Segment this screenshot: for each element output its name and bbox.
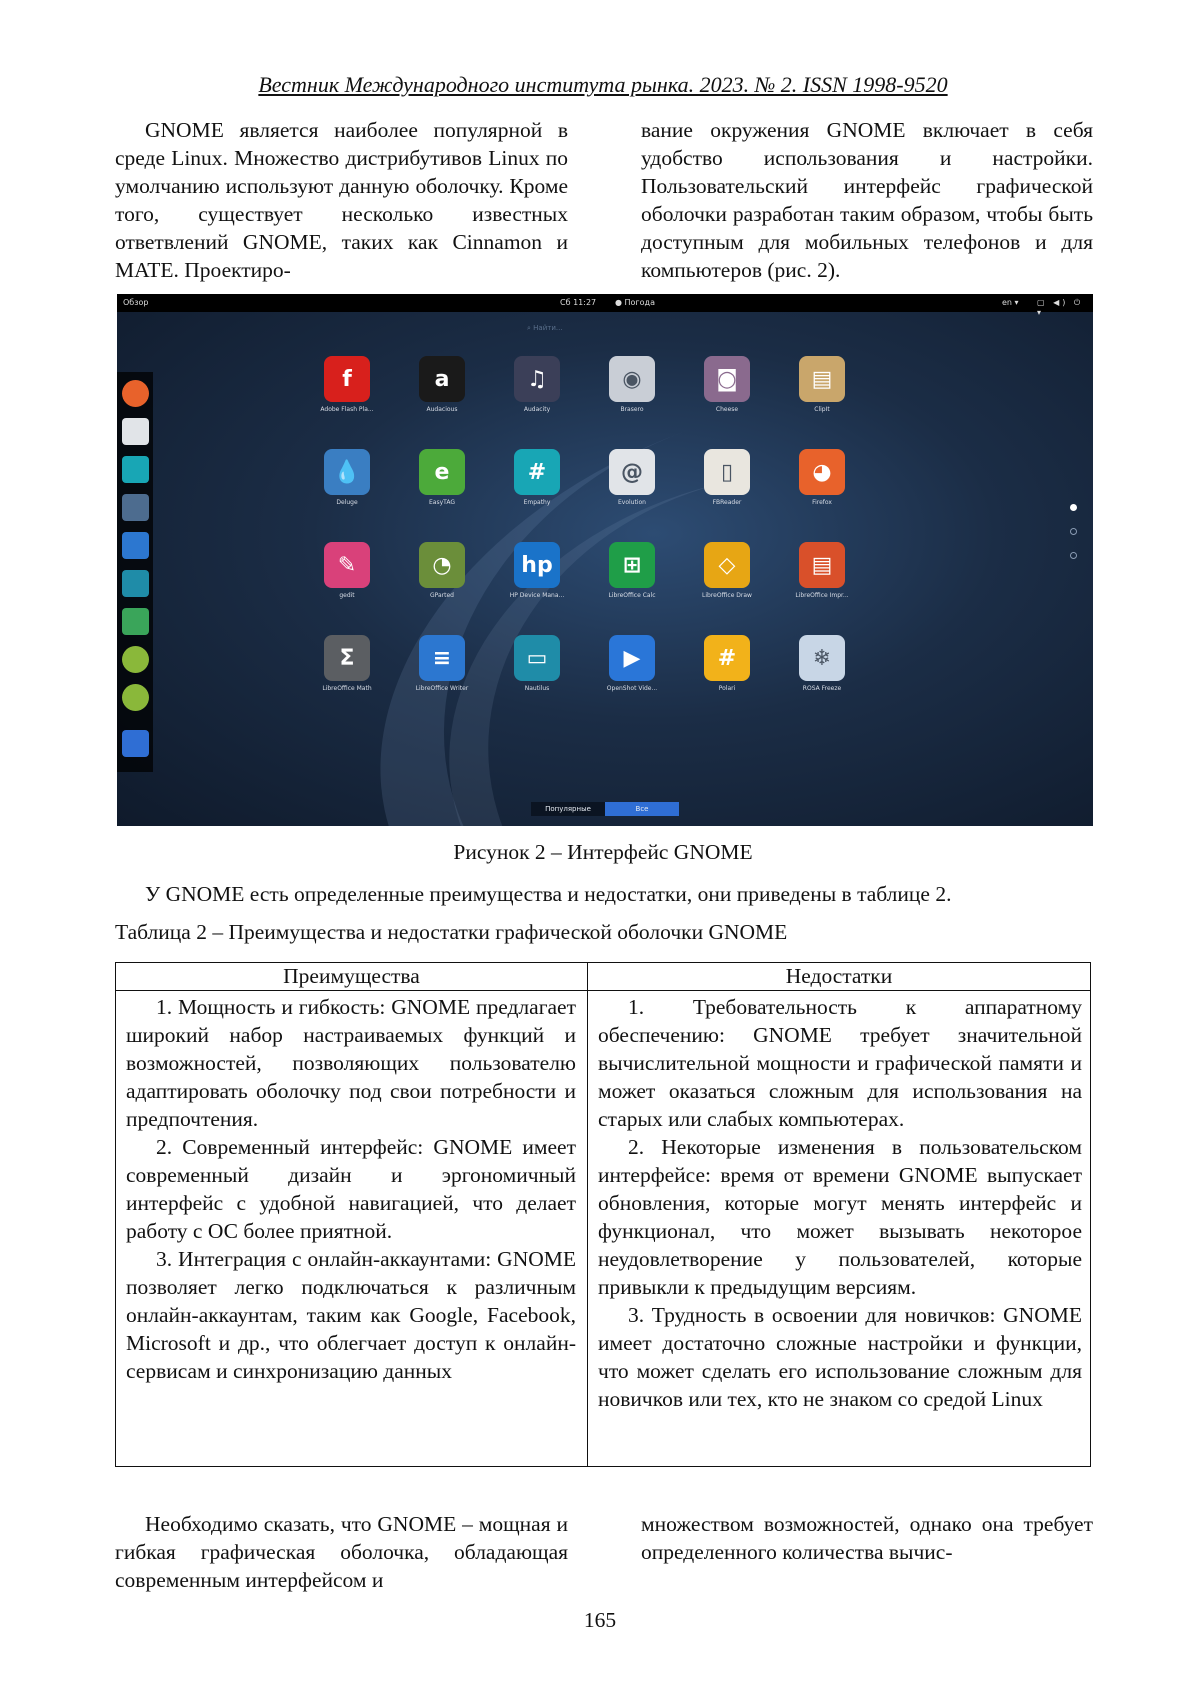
app-label: LibreOffice Math bbox=[322, 685, 372, 692]
app-launcher[interactable] bbox=[772, 542, 872, 599]
openshot-icon: ▶ bbox=[609, 635, 655, 681]
table-caption: Таблица 2 – Преимущества и недостатки графической оболочки GNOME bbox=[115, 920, 788, 944]
conclusion-paragraph: Необходимо сказать, что GNOME – мощная и гибкая графическая оболочка, обладающая современным интерфейсом и bbox=[115, 1512, 568, 1592]
app-launcher[interactable] bbox=[677, 542, 777, 599]
app-launcher[interactable] bbox=[297, 356, 397, 413]
app-launcher[interactable] bbox=[582, 356, 682, 413]
app-label: Evolution bbox=[618, 499, 646, 506]
app-label: Brasero bbox=[620, 406, 644, 413]
app-launcher[interactable] bbox=[582, 449, 682, 506]
nautilus-icon: ▭ bbox=[514, 635, 560, 681]
app-launcher[interactable] bbox=[677, 635, 777, 692]
app-label: ROSA Freeze bbox=[802, 685, 842, 692]
page-indicator-dot[interactable] bbox=[1070, 552, 1077, 559]
nautilus-icon[interactable] bbox=[122, 570, 149, 597]
system-status-menu[interactable]: ▢ ◀) ⏻ ▾ bbox=[1037, 298, 1084, 317]
evolution-icon[interactable] bbox=[122, 418, 149, 445]
clipit-icon: ▤ bbox=[799, 356, 845, 402]
app-launcher[interactable] bbox=[392, 635, 492, 692]
table-list-item: 1. Мощность и гибкость: GNOME предлагает широкий набор настраиваемых функций и возможностей, позволяющих пользователю адаптировать оболочку под свои потребности и предпочтения. bbox=[126, 995, 576, 1131]
rosa-os-icon[interactable] bbox=[122, 684, 149, 711]
app-launcher[interactable] bbox=[392, 356, 492, 413]
app-launcher[interactable] bbox=[487, 449, 587, 506]
app-launcher[interactable] bbox=[582, 542, 682, 599]
app-label: gedit bbox=[339, 592, 355, 599]
conclusion-paragraph-continued: множеством возможностей, однако она требует определенного количества вычис- bbox=[641, 1512, 1093, 1564]
app-launcher[interactable] bbox=[677, 356, 777, 413]
column-header-disadvantages: Недостатки bbox=[785, 964, 893, 988]
page-indicator-dot[interactable] bbox=[1070, 528, 1077, 535]
advantages-table bbox=[115, 962, 1091, 1467]
libreoffice-impress-icon: ▤ bbox=[799, 542, 845, 588]
app-launcher[interactable] bbox=[392, 542, 492, 599]
easytag-icon: e bbox=[419, 449, 465, 495]
table-list-item: 1. Требовательность к аппаратному обеспечению: GNOME требует значительной вычислительной мощности и графической памяти и может оказаться сложным для использования на старых или слабых компьютерах. bbox=[598, 995, 1082, 1131]
app-label: LibreOffice Draw bbox=[702, 592, 752, 599]
app-label: ClipIt bbox=[814, 406, 830, 413]
clock[interactable]: Сб 11:27 bbox=[560, 298, 597, 307]
software-center-icon[interactable] bbox=[122, 608, 149, 635]
column-header-advantages: Преимущества bbox=[283, 964, 420, 988]
intro-text-left bbox=[115, 116, 568, 284]
fbreader-icon: ▯ bbox=[704, 449, 750, 495]
app-launcher[interactable] bbox=[487, 635, 587, 692]
libreoffice-draw-icon: ◇ bbox=[704, 542, 750, 588]
weather-indicator[interactable]: ● Погода bbox=[615, 298, 655, 307]
app-label: LibreOffice Writer bbox=[415, 685, 469, 692]
app-launcher[interactable] bbox=[772, 356, 872, 413]
rosa-os-icon[interactable] bbox=[122, 646, 149, 673]
app-label: Audacity bbox=[523, 406, 551, 413]
table-header-row bbox=[116, 963, 1090, 991]
column-divider bbox=[587, 963, 588, 1466]
image-viewer-icon[interactable] bbox=[122, 494, 149, 521]
disadvantages-cell bbox=[598, 993, 1082, 1413]
firefox-icon[interactable] bbox=[122, 380, 149, 407]
table-list-item: 3. Трудность в освоении для новичков: GNOME имеет достаточно сложные настройки и функции, что может сделать его использование сложным для новичков или тех, кто не знаком со средой Linux bbox=[598, 1303, 1082, 1411]
intro-paragraph: GNOME является наиболее популярной в среде Linux. Множество дистрибутивов Linux по умолчанию используют данную оболочку. Кроме того, существует несколько известных ответвлений GNOME, таких как Cinnamon и MATE. Проектиро- bbox=[115, 118, 568, 282]
app-label: Deluge bbox=[336, 499, 358, 506]
show-applications-icon[interactable] bbox=[122, 730, 149, 757]
page-number: 165 bbox=[583, 1608, 617, 1632]
tab-popular[interactable]: Популярные bbox=[531, 802, 605, 816]
libreoffice-math-icon: Σ bbox=[324, 635, 370, 681]
app-launcher[interactable] bbox=[487, 542, 587, 599]
activities-button[interactable]: Обзор bbox=[123, 298, 149, 307]
tab-all[interactable]: Все bbox=[605, 802, 679, 816]
evolution-icon: @ bbox=[609, 449, 655, 495]
audacity-icon: ♫ bbox=[514, 356, 560, 402]
gparted-icon: ◔ bbox=[419, 542, 465, 588]
app-launcher[interactable] bbox=[297, 449, 397, 506]
search-field[interactable]: ⌕ Найти... bbox=[527, 324, 563, 332]
libreoffice-calc-icon: ⊞ bbox=[609, 542, 655, 588]
app-launcher[interactable] bbox=[487, 356, 587, 413]
intro-text-right bbox=[641, 116, 1093, 284]
app-label: LibreOffice Calc bbox=[608, 592, 656, 599]
running-head: Вестник Международного института рынка. 2023. № 2. ISSN 1998-9520 bbox=[258, 72, 948, 97]
app-label: Adobe Flash Pla... bbox=[320, 406, 374, 413]
firefox-icon: ◕ bbox=[799, 449, 845, 495]
app-launcher[interactable] bbox=[772, 635, 872, 692]
app-launcher[interactable] bbox=[677, 449, 777, 506]
app-launcher[interactable] bbox=[297, 635, 397, 692]
empathy-icon[interactable] bbox=[122, 456, 149, 483]
conclusion-text-left bbox=[115, 1510, 568, 1594]
app-launcher[interactable] bbox=[582, 635, 682, 692]
hp-icon: hp bbox=[514, 542, 560, 588]
app-label: OpenShot Vide... bbox=[606, 685, 658, 692]
app-launcher[interactable] bbox=[772, 449, 872, 506]
app-label: EasyTAG bbox=[429, 499, 455, 506]
rosa-freeze-icon: ❄ bbox=[799, 635, 845, 681]
app-label: Cheese bbox=[715, 406, 739, 413]
figure-caption: Рисунок 2 – Интерфейс GNOME bbox=[453, 840, 753, 864]
app-launcher[interactable] bbox=[297, 542, 397, 599]
advantages-cell bbox=[126, 993, 576, 1385]
dash-sidebar bbox=[117, 372, 153, 772]
empathy-icon: # bbox=[514, 449, 560, 495]
table-list-item: 2. Некоторые изменения в пользовательском интерфейсе: время от времени GNOME выпускает обновления, которые могут менять интерфейс и функционал, что может вызывать некоторое неудовлетворение у пользователей, которые привыкли к предыдущим версиям. bbox=[598, 1135, 1082, 1299]
app-label: Audacious bbox=[426, 406, 458, 413]
page-indicator-dot[interactable] bbox=[1070, 504, 1077, 511]
cheese-icon: ◙ bbox=[704, 356, 750, 402]
libreoffice-writer-icon[interactable] bbox=[122, 532, 149, 559]
app-label: Firefox bbox=[812, 499, 832, 506]
app-label: GParted bbox=[430, 592, 454, 599]
gnome-screenshot-figure bbox=[117, 294, 1093, 826]
brasero-icon: ◉ bbox=[609, 356, 655, 402]
app-launcher[interactable] bbox=[392, 449, 492, 506]
app-view-tabs bbox=[531, 802, 679, 816]
audacious-icon: a bbox=[419, 356, 465, 402]
table-list-item: 2. Современный интерфейс: GNOME имеет современный дизайн и эргономичный интерфейс с удобной навигацией, что делает работу с ОС более приятной. bbox=[126, 1135, 576, 1243]
table-intro-text: У GNOME есть определенные преимущества и недостатки, они приведены в таблице 2. bbox=[145, 882, 952, 906]
app-label: Empathy bbox=[523, 499, 551, 506]
keyboard-layout-indicator[interactable]: en ▾ bbox=[1002, 298, 1019, 307]
app-label: Nautilus bbox=[524, 685, 550, 692]
deluge-icon: 💧 bbox=[324, 449, 370, 495]
gnome-top-bar bbox=[117, 294, 1093, 317]
app-label: Polari bbox=[718, 685, 736, 692]
app-label: HP Device Mana... bbox=[509, 592, 565, 599]
intro-paragraph-continued: вание окружения GNOME включает в себя удобство использования и настройки. Пользовательский интерфейс графической оболочки разработан таким образом, чтобы быть доступным для мобильных телефонов и для компьютеров (рис. 2). bbox=[641, 118, 1093, 282]
libreoffice-writer-icon: ≡ bbox=[419, 635, 465, 681]
app-label: LibreOffice Impr... bbox=[795, 592, 849, 599]
polari-icon: # bbox=[704, 635, 750, 681]
gedit-icon: ✎ bbox=[324, 542, 370, 588]
table-list-item: 3. Интеграция с онлайн-аккаунтами: GNOME позволяет легко подключаться к различным онлайн-аккаунтам, таким как Google, Facebook, Microsoft и др., что облегчает доступ к онлайн-сервисам и синхронизацию данных bbox=[126, 1247, 576, 1383]
conclusion-text-right bbox=[641, 1510, 1093, 1566]
flash-icon: f bbox=[324, 356, 370, 402]
app-label: FBReader bbox=[712, 499, 742, 506]
